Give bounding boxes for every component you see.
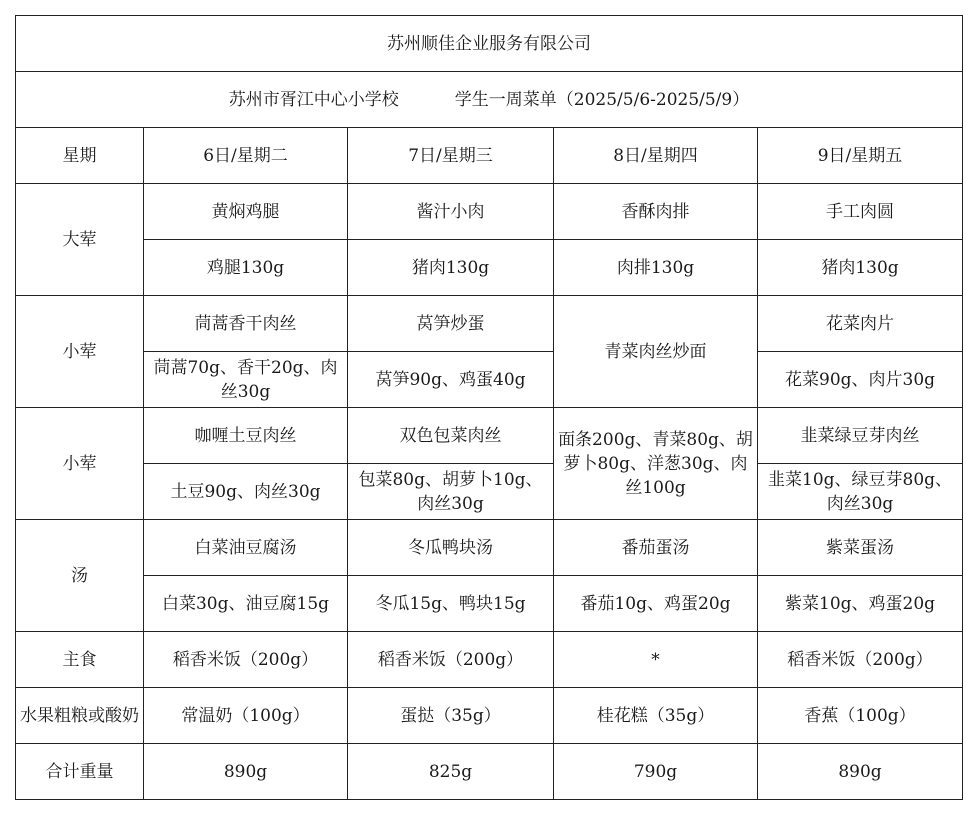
dish-ingredients: 韭菜10g、绿豆芽80g、肉丝30g [758, 464, 963, 520]
dish-ingredients: 土豆90g、肉丝30g [144, 464, 348, 520]
extras-value: 香蕉（100g） [758, 688, 963, 744]
staple-value: 稻香米饭（200g） [144, 632, 348, 688]
dish-name: 莴笋炒蛋 [348, 296, 554, 352]
dish-ingredients: 白菜30g、油豆腐15g [144, 576, 348, 632]
category-label: 汤 [16, 520, 144, 632]
dish-name: 手工肉圆 [758, 184, 963, 240]
dish-name: 酱汁小肉 [348, 184, 554, 240]
soup-row [16, 520, 963, 576]
extras-row [16, 688, 963, 744]
dish-ingredients: 猪肉130g [758, 240, 963, 296]
dish-ingredients: 鸡腿130g [144, 240, 348, 296]
total-weight: 790g [554, 744, 758, 800]
category-label: 水果粗粮或酸奶 [16, 688, 144, 744]
main-dish-ingredients-row [16, 240, 963, 296]
category-label: 小荤 [16, 296, 144, 408]
category-label: 小荤 [16, 408, 144, 520]
dish-ingredients: 肉排130g [554, 240, 758, 296]
dish-name: 香酥肉排 [554, 184, 758, 240]
dish-name: 黄焖鸡腿 [144, 184, 348, 240]
category-label: 合计重量 [16, 744, 144, 800]
dish-name: 白菜油豆腐汤 [144, 520, 348, 576]
dish-ingredients: 包菜80g、胡萝卜10g、肉丝30g [348, 464, 554, 520]
dish-name: 冬瓜鸭块汤 [348, 520, 554, 576]
side-dish-1-row [16, 296, 963, 352]
dish-name: 茼蒿香干肉丝 [144, 296, 348, 352]
weekday-label: 星期 [16, 128, 144, 184]
company-name: 苏州顺佳企业服务有限公司 [16, 16, 963, 72]
dish-ingredients: 面条200g、青菜80g、胡萝卜80g、洋葱30g、肉丝100g [554, 408, 758, 520]
school-name: 苏州市胥江中心小学校 [228, 89, 399, 110]
dish-name: 花菜肉片 [758, 296, 963, 352]
dish-name: 番茄蛋汤 [554, 520, 758, 576]
day-header: 7日/星期三 [348, 128, 554, 184]
side-dish-1-ingredients-row [16, 352, 963, 408]
day-header: 8日/星期四 [554, 128, 758, 184]
staple-row [16, 632, 963, 688]
category-label: 主食 [16, 632, 144, 688]
dish-name: 咖喱土豆肉丝 [144, 408, 348, 464]
dish-name: 青菜肉丝炒面 [554, 296, 758, 408]
menu-subtitle [16, 72, 963, 128]
company-row [16, 16, 963, 72]
category-label: 大荤 [16, 184, 144, 296]
soup-ingredients-row [16, 576, 963, 632]
total-weight: 825g [348, 744, 554, 800]
total-weight: 890g [144, 744, 348, 800]
dish-ingredients: 花菜90g、肉片30g [758, 352, 963, 408]
staple-value: * [554, 632, 758, 688]
weekly-menu-table [15, 15, 963, 800]
total-row [16, 744, 963, 800]
dish-ingredients: 番茄10g、鸡蛋20g [554, 576, 758, 632]
menu-title: 学生一周菜单（2025/5/6-2025/5/9） [454, 89, 750, 110]
day-header: 9日/星期五 [758, 128, 963, 184]
dish-ingredients: 猪肉130g [348, 240, 554, 296]
extras-value: 常温奶（100g） [144, 688, 348, 744]
dish-name: 韭菜绿豆芽肉丝 [758, 408, 963, 464]
dish-ingredients: 茼蒿70g、香干20g、肉丝30g [144, 352, 348, 408]
dish-name: 紫菜蛋汤 [758, 520, 963, 576]
staple-value: 稻香米饭（200g） [348, 632, 554, 688]
staple-value: 稻香米饭（200g） [758, 632, 963, 688]
extras-value: 桂花糕（35g） [554, 688, 758, 744]
dish-ingredients: 莴笋90g、鸡蛋40g [348, 352, 554, 408]
dish-name: 双色包菜肉丝 [348, 408, 554, 464]
dish-ingredients: 冬瓜15g、鸭块15g [348, 576, 554, 632]
day-header: 6日/星期二 [144, 128, 348, 184]
header-row [16, 128, 963, 184]
subtitle-row [16, 72, 963, 128]
dish-ingredients: 紫菜10g、鸡蛋20g [758, 576, 963, 632]
side-dish-2-row [16, 408, 963, 464]
main-dish-row [16, 184, 963, 240]
total-weight: 890g [758, 744, 963, 800]
side-dish-2-ingredients-row [16, 464, 963, 520]
extras-value: 蛋挞（35g） [348, 688, 554, 744]
